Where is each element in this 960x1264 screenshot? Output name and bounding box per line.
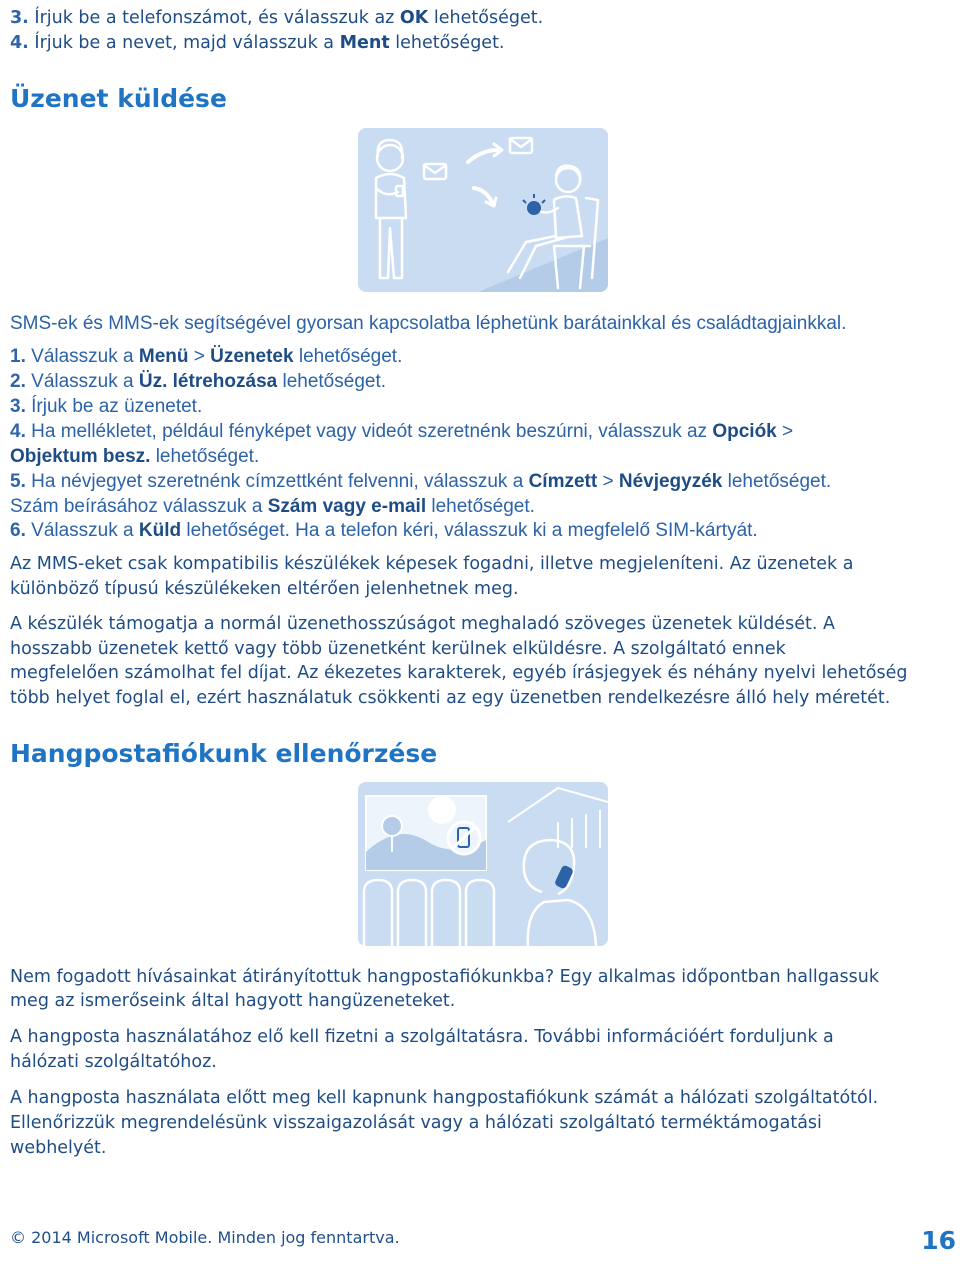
step-line: 4. Ha mellékletet, például fényképet vagy videót szeretnénk beszúrni, válasszuk az Opciók >	[10, 421, 794, 442]
intro-paragraph: SMS-ek és MMS-ek segítségével gyorsan kapcsolatba léphetünk barátainkkal és családtagjainkkal.	[10, 313, 847, 334]
page-number: 16	[921, 1226, 956, 1255]
insert-object-option: Objektum besz.	[10, 446, 151, 467]
step-line: 6. Válasszuk a Küld lehetőséget. Ha a telefon kéri, válasszuk ki a megfelelő SIM-kártyát.	[10, 520, 758, 541]
paragraph-line: különböző típusú készülékeken eltérően jelenhetnek meg.	[10, 579, 519, 599]
create-message-option: Üz. létrehozása	[138, 371, 278, 392]
paragraph-line: megfelelően számolhat fel díjat. Az ékezetes karakterek, egyéb írásjegyek és néhány nyelvi lehetőség	[10, 663, 908, 683]
step-line: 5. Ha névjegyet szeretnénk címzettként felvenni, válasszuk a Címzett > Névjegyzék lehetőséget.	[10, 471, 832, 492]
section-heading-message: Üzenet küldése	[10, 84, 227, 113]
step-line: 2. Válasszuk a Üz. létrehozása lehetőséget.	[10, 371, 387, 392]
step-line: 3. Írjuk be a telefonszámot, és válasszuk az OK lehetőséget.	[10, 8, 544, 28]
step-line: 4. Írjuk be a nevet, majd válasszuk a Ment lehetőséget.	[10, 33, 505, 53]
step-line: 1. Válasszuk a Menü > Üzenetek lehetőséget.	[10, 346, 403, 367]
paragraph-line: A készülék támogatja a normál üzenethosszúságot meghaladó szöveges üzenetek küldését. A	[10, 614, 835, 634]
contacts-option: Névjegyzék	[618, 471, 723, 492]
people-sending-message-icon	[358, 128, 608, 292]
cinema-illustration	[358, 782, 608, 946]
step-line: 3. Írjuk be az üzenetet.	[10, 396, 203, 417]
cinema-no-phone-icon	[358, 782, 608, 946]
paragraph-line: webhelyét.	[10, 1138, 107, 1158]
step-text: Írjuk be a telefonszámot, és válasszuk az	[34, 8, 400, 28]
section-heading-voicemail: Hangpostafiókunk ellenőrzése	[10, 739, 438, 768]
step-line-continued: Objektum besz. lehetőséget.	[10, 446, 260, 467]
step-text: Írjuk be a nevet, majd válasszuk a	[34, 33, 340, 53]
paragraph-line: A hangposta használatához elő kell fizetni a szolgáltatásra. További információért forduljunk a	[10, 1027, 834, 1047]
paragraph-line: hálózati szolgáltatóhoz.	[10, 1052, 217, 1072]
copyright-footer: © 2014 Microsoft Mobile. Minden jog fenntartva.	[10, 1228, 400, 1247]
menu-option: Menü	[138, 346, 189, 367]
number-or-email-option: Szám vagy e-mail	[267, 496, 427, 517]
paragraph-line: hosszabb üzenetek kettő vagy több üzenetként kerülnek elküldésre. A szolgáltató ennek	[10, 639, 786, 659]
paragraph-line: Az MMS-eket csak kompatibilis készülékek képesek fogadni, illetve megjeleníteni. Az üzenetek a	[10, 554, 854, 574]
messaging-illustration	[358, 128, 608, 292]
paragraph-line: A hangposta használata előtt meg kell kapnunk hangpostafiókunk számát a hálózati szolgáltatótól.	[10, 1088, 879, 1108]
ok-option: OK	[399, 8, 429, 28]
paragraph-line: több helyet foglal el, ezért használatuk csökkenti az egy üzenetben rendelkezésre álló hely méretét.	[10, 688, 891, 708]
recipient-option: Címzett	[528, 471, 598, 492]
send-option: Küld	[138, 520, 182, 541]
paragraph-line: meg az ismerőseink által hagyott hangüzeneteket.	[10, 991, 456, 1011]
ment-option: Ment	[339, 33, 390, 53]
messages-option: Üzenetek	[210, 346, 294, 367]
step-line-continued: Szám beírásához válasszuk a Szám vagy e-mail lehetőséget.	[10, 496, 535, 517]
options-option: Opciók	[712, 421, 777, 442]
paragraph-line: Ellenőrizzük megrendelésünk visszaigazolását vagy a hálózati szolgáltató terméktámogatási	[10, 1113, 822, 1133]
paragraph-line: Nem fogadott hívásainkat átirányítottuk hangpostafiókunkba? Egy alkalmas időpontban hallgassuk	[10, 967, 879, 987]
